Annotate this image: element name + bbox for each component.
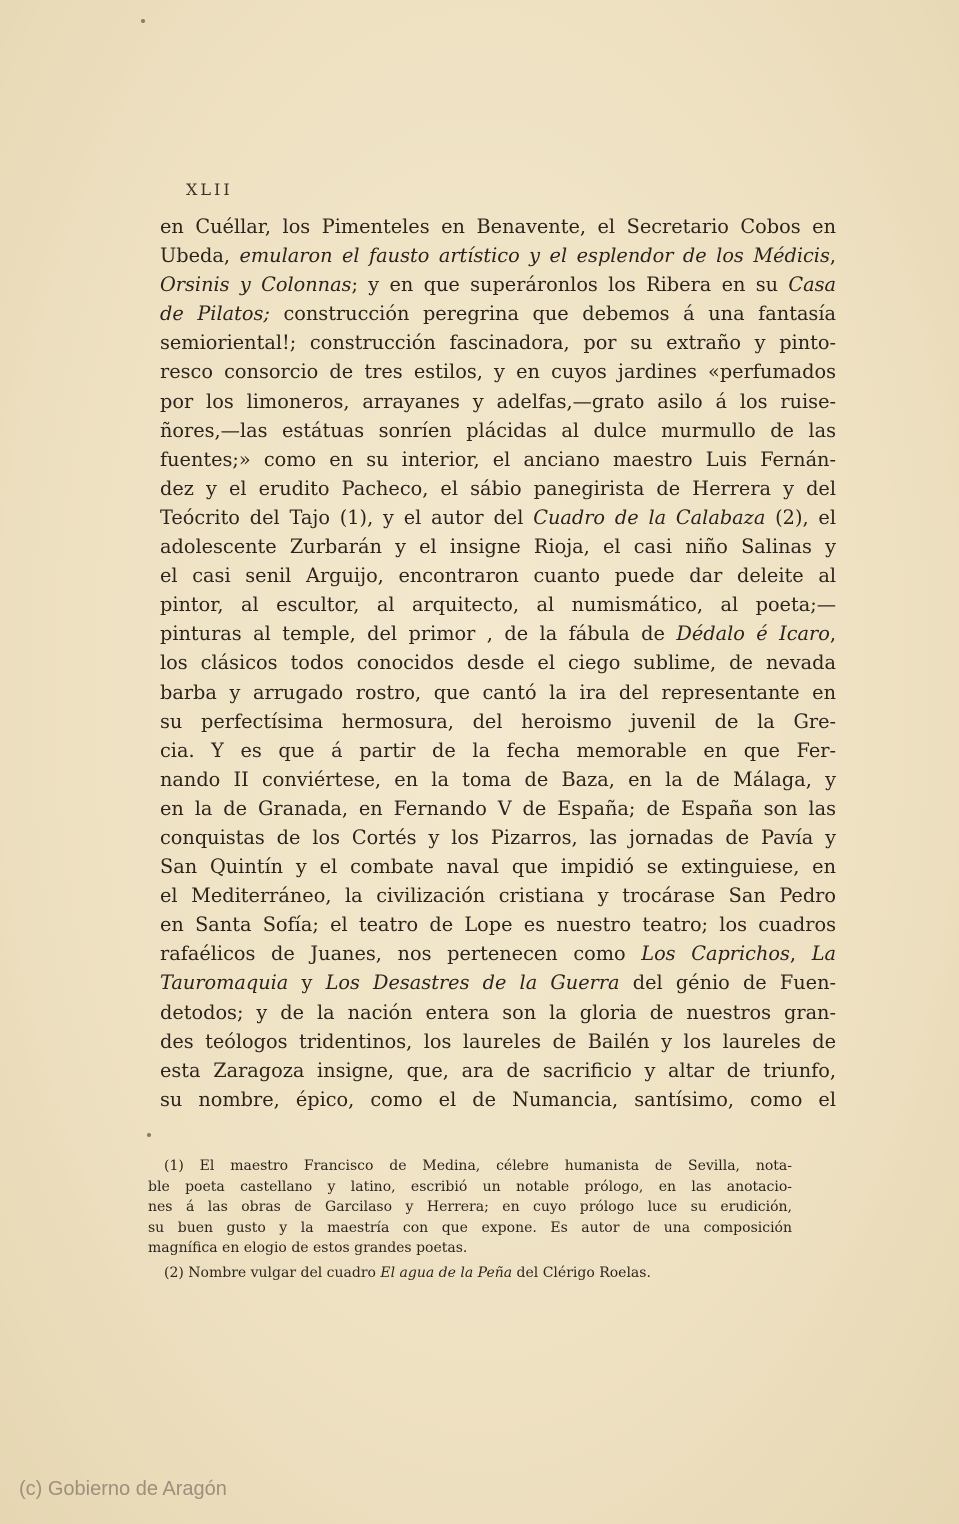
italic-title: La [811, 942, 836, 966]
text-segment: en Santa Sofía; el teatro de Lope es nuestro teatro; los cuadros [160, 913, 836, 937]
text-segment: Teócrito del Tajo (1), y el autor del [160, 505, 534, 529]
text-segment: Ubeda, [160, 244, 240, 268]
text-line [160, 1027, 836, 1056]
text-segment: adolescente Zurbarán y el insigne Rioja, el casi niño Salinas y [160, 535, 836, 559]
text-line [160, 736, 836, 765]
text-segment: , [829, 244, 836, 268]
footnotes [148, 1156, 792, 1284]
text-line [160, 765, 836, 794]
italic-title: Tauromaquia [160, 971, 289, 995]
text-segment: y [288, 971, 326, 995]
italic-title: emularon el fausto artístico y el esplendor de los Médicis [239, 244, 830, 268]
text-line [160, 212, 836, 241]
text-line [160, 968, 836, 997]
text-line [160, 1085, 836, 1114]
page-number: XLII [186, 180, 233, 199]
text-segment: barba y arrugado rostro, que cantó la ira del representante en [160, 680, 836, 704]
text-segment: , [789, 942, 812, 966]
text-segment: ñores,—las estátuas sonríen plácidas al dulce murmullo de las [160, 418, 836, 442]
text-line [160, 648, 836, 677]
text-line [160, 590, 836, 619]
copyright-watermark: (c) Gobierno de Aragón [19, 1478, 227, 1500]
text-line [160, 823, 836, 852]
paper-speck [147, 1133, 151, 1137]
text-segment: en Cuéllar, los Pimenteles en Benavente, el Secretario Cobos en [160, 215, 836, 238]
text-line [160, 270, 836, 299]
text-segment: des teólogos tridentinos, los laureles de Bailén y los laureles de [160, 1029, 836, 1053]
text-segment: pintor, al escultor, al arquitecto, al numismático, al poeta;— [160, 593, 836, 617]
text-line [160, 299, 836, 328]
text-segment: , [829, 622, 837, 646]
text-line [160, 532, 836, 561]
text-line [160, 561, 836, 590]
text-line [160, 1056, 836, 1085]
text-line [160, 707, 836, 736]
text-segment: conquistas de los Cortés y los Pizarros, las jornadas de Pavía y [160, 825, 836, 849]
italic-title: Los Desastres de la Guerra [325, 971, 620, 995]
text-line [160, 328, 836, 357]
text-segment: detodos; y de la nación entera son la gloria de nuestros gran- [160, 1000, 836, 1024]
text-segment: en la de Granada, en Fernando V de España; de España son las [160, 796, 836, 820]
text-line [160, 910, 836, 939]
text-segment: por los limoneros, arrayanes y adelfas,—grato asilo á los ruise- [160, 389, 836, 413]
footnote-2-suffix: del Clérigo Roelas. [512, 1264, 651, 1281]
text-segment: ; y en que superáronlos los Ribera en su [351, 273, 789, 297]
italic-title: de Pilatos; [160, 302, 270, 326]
text-line [160, 241, 836, 270]
text-line [160, 474, 836, 503]
text-segment: (2), el [765, 505, 836, 529]
text-segment: el casi senil Arguijo, encontraron cuanto puede dar deleite al [160, 564, 836, 588]
paper-speck [141, 19, 145, 23]
text-line [160, 794, 836, 823]
text-segment: cia. Y es que á partir de la fecha memorable en que Fer- [160, 738, 836, 762]
text-line [160, 357, 836, 386]
text-line [160, 503, 836, 532]
footnote-1 [148, 1156, 792, 1259]
text-line [160, 678, 836, 707]
text-line [160, 445, 836, 474]
text-segment: los clásicos todos conocidos desde el ciego sublime, de nevada [160, 651, 836, 675]
text-line [160, 852, 836, 881]
italic-title: Los Caprichos [641, 942, 790, 966]
text-segment: dez y el erudito Pacheco, el sábio panegirista de Herrera y del [160, 476, 836, 500]
italic-title: Orsinis y Colonnas [160, 273, 352, 297]
text-segment: pinturas al temple, del primor , de la fábula de [160, 622, 677, 646]
footnote-1-line: su buen gusto y la maestría con que expone. Es autor de una composición [148, 1219, 792, 1236]
text-segment: esta Zaragoza insigne, que, ara de sacrificio y altar de triunfo, [160, 1058, 836, 1082]
text-segment: fuentes;» como en su interior, el anciano maestro Luis Fernán- [160, 447, 836, 471]
footnote-1-line: nes á las obras de Garcilaso y Herrera; en cuyo prólogo luce su erudición, [148, 1199, 792, 1216]
footnote-2-title: El agua de la Peña [380, 1264, 513, 1281]
italic-title: Dédalo é Icaro [676, 622, 830, 646]
text-line [160, 619, 836, 648]
text-line [160, 416, 836, 445]
body-text [160, 212, 836, 1114]
italic-title: Casa [788, 273, 837, 297]
text-line [160, 387, 836, 416]
text-segment: resco consorcio de tres estilos, y en cuyos jardines «perfumados [160, 360, 836, 384]
text-line [160, 881, 836, 910]
text-line [160, 939, 836, 968]
text-segment: el Mediterráneo, la civilización cristiana y trocárase San Pedro [160, 884, 836, 908]
text-line [160, 998, 836, 1027]
text-segment: semioriental!; construcción fascinadora, por su extraño y pinto- [160, 331, 836, 355]
text-segment: su nombre, épico, como el de Numancia, santísimo, como el [160, 1087, 836, 1111]
text-segment: su perfectísima hermosura, del heroismo juvenil de la Gre- [160, 709, 836, 733]
text-segment: del génio de Fuen- [619, 971, 837, 995]
footnote-1-line: magnífica en elogio de estos grandes poetas. [148, 1240, 468, 1257]
footnote-2-prefix: (2) Nombre vulgar del cuadro [164, 1264, 381, 1281]
text-segment: nando II conviértese, en la toma de Baza, en la de Málaga, y [160, 767, 836, 791]
text-segment: San Quintín y el combate naval que impidió se extinguiese, en [160, 855, 836, 879]
footnote-2 [148, 1263, 792, 1284]
footnote-1-line: (1) El maestro Francisco de Medina, célebre humanista de Sevilla, nota- [164, 1158, 792, 1174]
text-segment: construcción peregrina que debemos á una fantasía [269, 302, 836, 326]
footnote-1-line: ble poeta castellano y latino, escribió un notable prólogo, en las anotacio- [148, 1178, 792, 1195]
text-segment: rafaélicos de Juanes, nos pertenecen como [160, 942, 642, 966]
italic-title: Cuadro de la Calabaza [533, 505, 766, 529]
